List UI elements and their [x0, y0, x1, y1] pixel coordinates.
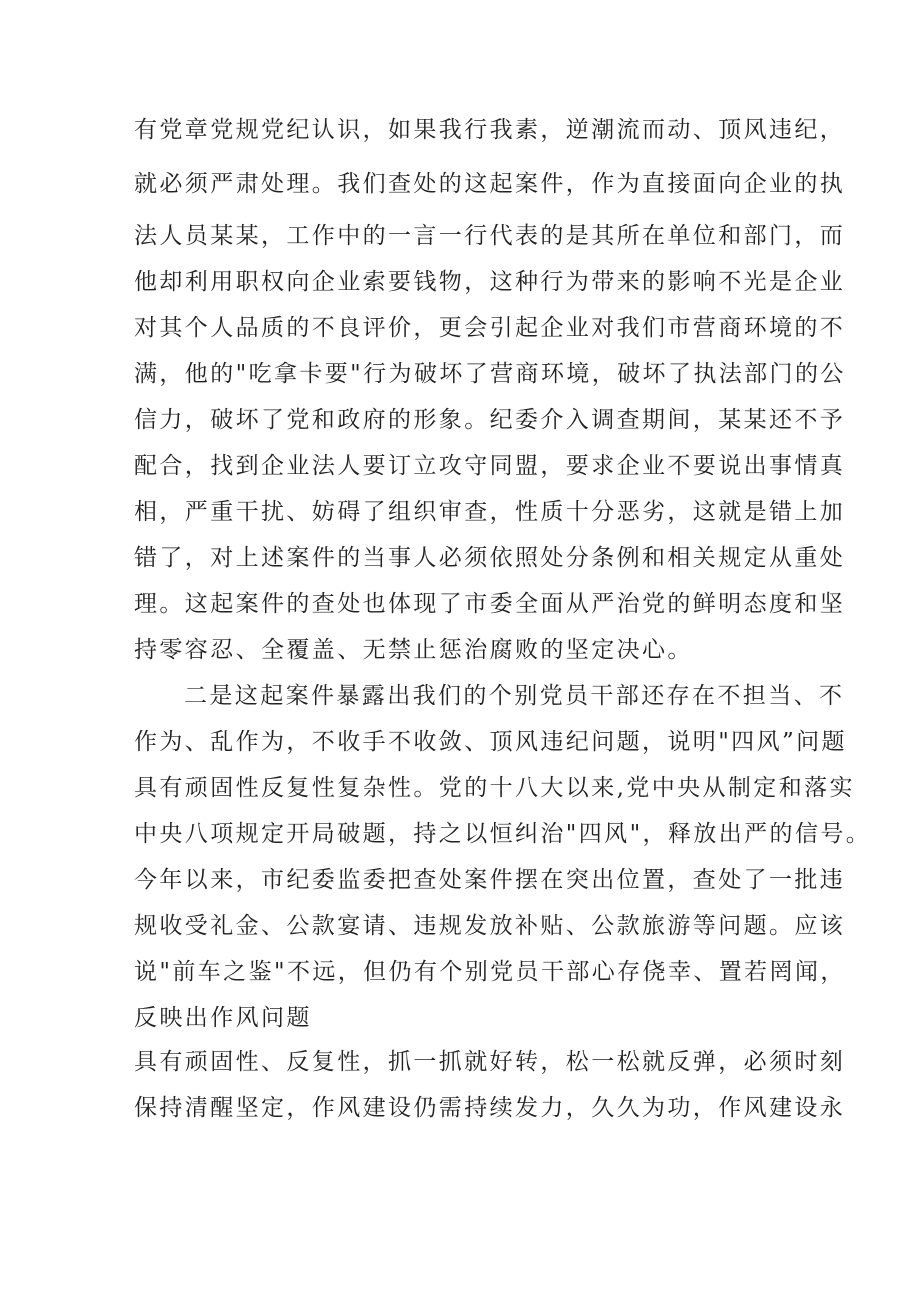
- text-line: 对其个人品质的不良评价，更会引起企业对我们市营商环境的不: [134, 315, 846, 341]
- text-line: 法人员某某，工作中的一言一行代表的是其所在单位和部门，而: [134, 223, 846, 249]
- text-line: 就必须严肃处理。我们查处的这起案件，作为直接面向企业的执: [134, 171, 846, 197]
- text-line: 今年以来，市纪委监委把查处案件摆在突出位置，查处了一批违: [134, 867, 846, 893]
- text-line: 相，严重干扰、妨碍了组织审查，性质十分恶劣，这就是错上加: [134, 499, 846, 525]
- text-line: 中央八项规定开局破题，持之以恒纠治"四风"，释放出严的信号。: [134, 821, 872, 847]
- text-line: 保持清醒坚定，作风建设仍需持续发力，久久为功，作风建设永: [134, 1095, 846, 1121]
- text-line: 他却利用职权向企业索要钱物，这种行为带来的影响不光是企业: [134, 269, 846, 295]
- text-line: 配合，找到企业法人要订立攻守同盟，要求企业不要说出事情真: [134, 453, 846, 479]
- text-line: 具有顽固性反复性复杂性。党的十八大以来,党中央从制定和落实: [134, 775, 855, 801]
- text-line: 理。这起案件的查处也体现了市委全面从严治党的鲜明态度和坚: [134, 591, 846, 617]
- paragraph-first-line: 二是这起案件暴露出我们的个别党员干部还存在不担当、不: [184, 683, 845, 709]
- text-line: 信力，破坏了党和政府的形象。纪委介入调查期间，某某还不予: [134, 407, 846, 433]
- text-line: 反映出作风问题: [134, 1005, 312, 1031]
- text-line: 满，他的"吃拿卡要"行为破坏了营商环境，破坏了执法部门的公: [134, 361, 846, 387]
- text-line: 持零容忍、全覆盖、无禁止惩治腐败的坚定决心。: [134, 637, 693, 663]
- text-line: 作为、乱作为，不收手不收敛、顶风违纪问题，说明"四风”问题: [134, 729, 847, 755]
- text-line: 具有顽固性、反复性，抓一抓就好转，松一松就反弹，必须时刻: [134, 1049, 846, 1075]
- text-line: 说"前车之鉴"不远，但仍有个别党员干部心存侥幸、置若罔闻，: [134, 959, 846, 985]
- text-line: 规收受礼金、公款宴请、违规发放补贴、公款旅游等问题。应该: [134, 913, 846, 939]
- text-line: 错了，对上述案件的当事人必须依照处分条例和相关规定从重处: [134, 545, 846, 571]
- text-line: 有党章党规党纪认识，如果我行我素，逆潮流而动、顶风违纪，: [134, 117, 846, 143]
